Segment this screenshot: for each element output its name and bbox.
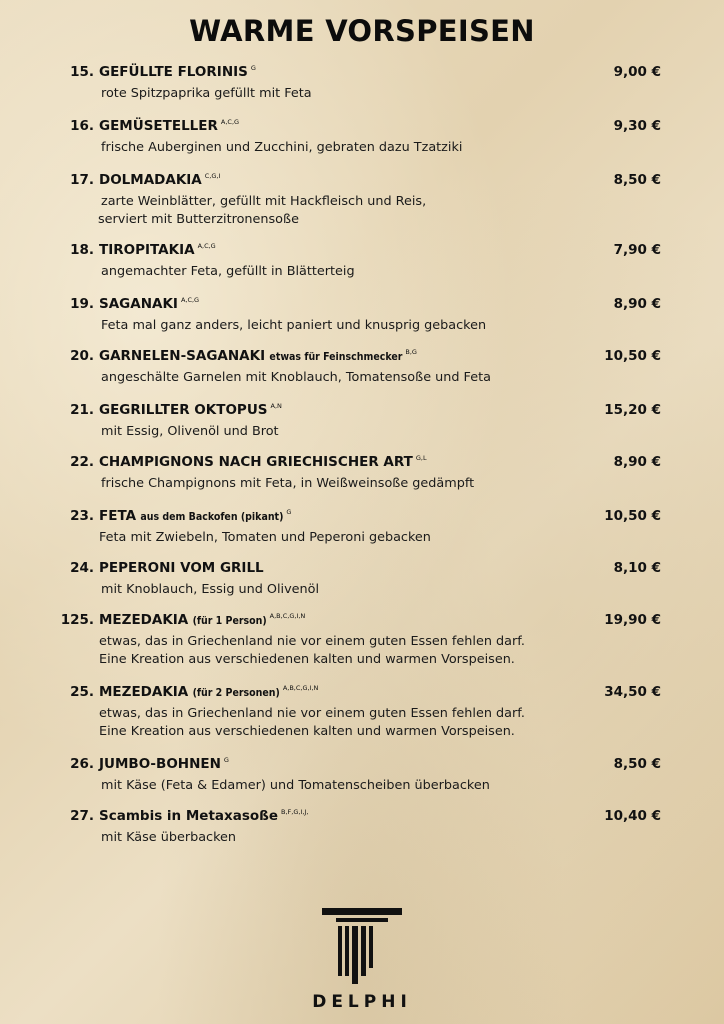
item-name: MEZEDAKIA xyxy=(99,684,189,700)
item-description xyxy=(101,369,491,387)
item-price: 8,50 € xyxy=(613,172,661,188)
description-line: Feta mit Zwiebeln, Tomaten und Peperoni gebacken xyxy=(99,530,431,545)
item-number: 19. xyxy=(70,296,94,312)
item-name-line xyxy=(99,612,305,628)
logo-text: DELPHI xyxy=(312,992,412,1012)
item-name: GARNELEN-SAGANAKI xyxy=(99,348,266,364)
item-name: GEFÜLLTE FLORINIS xyxy=(99,64,248,80)
allergen-codes: B,F,G,I,J, xyxy=(281,808,309,816)
item-note: aus dem Backofen (pikant) xyxy=(140,511,284,523)
item-number: 21. xyxy=(70,402,94,418)
allergen-codes: A,B,C,G,I,N xyxy=(269,612,306,620)
item-number: 18. xyxy=(70,242,94,258)
item-price: 9,30 € xyxy=(613,118,661,134)
item-name-line xyxy=(99,402,282,418)
allergen-codes: G xyxy=(250,64,256,72)
item-number: 20. xyxy=(70,348,94,364)
allergen-codes: G xyxy=(223,756,229,764)
item-name: GEGRILLTER OKTOPUS xyxy=(99,402,268,418)
description-line: Eine Kreation aus verschiedenen kalten und warmen Vorspeisen. xyxy=(99,652,515,667)
description-line: frische Auberginen und Zucchini, gebraten dazu Tzatziki xyxy=(101,140,463,155)
item-name-line xyxy=(99,348,417,364)
item-number: 17. xyxy=(70,172,94,188)
item-name: TIROPITAKIA xyxy=(99,242,195,258)
item-name: CHAMPIGNONS NACH GRIECHISCHER ART xyxy=(99,454,413,470)
item-name: MEZEDAKIA xyxy=(99,612,189,628)
item-name: DOLMADAKIA xyxy=(99,172,202,188)
item-name-line xyxy=(99,454,427,470)
item-price: 34,50 € xyxy=(604,684,661,700)
item-description xyxy=(99,633,525,669)
item-description xyxy=(101,829,236,847)
item-name-line xyxy=(99,684,318,700)
description-line: mit Käse (Feta & Edamer) und Tomatenscheiben überbacken xyxy=(101,778,490,793)
item-price: 10,50 € xyxy=(604,508,661,524)
item-description xyxy=(101,423,279,441)
item-name: JUMBO-BOHNEN xyxy=(99,756,221,772)
item-description xyxy=(101,475,474,493)
item-price: 19,90 € xyxy=(604,612,661,628)
item-name-line xyxy=(99,296,199,312)
item-description xyxy=(99,529,431,547)
item-price: 7,90 € xyxy=(613,242,661,258)
item-description xyxy=(101,317,486,335)
description-line: serviert mit Butterzitronensoße xyxy=(98,212,299,227)
description-line: mit Essig, Olivenöl und Brot xyxy=(101,424,279,439)
item-description xyxy=(98,193,427,229)
item-name: PEPERONI VOM GRILL xyxy=(99,560,264,576)
item-price: 15,20 € xyxy=(604,402,661,418)
description-line: frische Champignons mit Feta, in Weißweinsoße gedämpft xyxy=(101,476,475,491)
allergen-codes: G,L xyxy=(415,454,427,462)
item-price: 8,50 € xyxy=(613,756,661,772)
item-number: 23. xyxy=(70,508,94,524)
item-name: Scambis in Metaxasoße xyxy=(99,808,279,824)
item-name: FETA xyxy=(99,508,137,524)
item-name-line xyxy=(99,560,264,576)
item-name-line xyxy=(99,172,220,188)
item-number: 27. xyxy=(70,808,94,824)
description-line: zarte Weinblätter, gefüllt mit Hackfleisch und Reis, xyxy=(101,194,427,209)
item-description xyxy=(101,85,312,103)
description-line: angemachter Feta, gefüllt in Blätterteig xyxy=(101,264,355,279)
allergen-codes: A,C,G xyxy=(220,118,240,126)
item-price: 9,00 € xyxy=(613,64,661,80)
item-number: 22. xyxy=(70,454,94,470)
allergen-codes: G xyxy=(286,508,292,516)
item-name-line xyxy=(99,508,291,524)
item-price: 10,50 € xyxy=(604,348,661,364)
item-description xyxy=(101,263,355,281)
item-number: 26. xyxy=(70,756,94,772)
item-number: 25. xyxy=(70,684,94,700)
allergen-codes: A,N xyxy=(270,402,282,410)
description-line: Eine Kreation aus verschiedenen kalten und warmen Vorspeisen. xyxy=(99,724,515,739)
item-price: 8,10 € xyxy=(613,560,661,576)
item-price: 8,90 € xyxy=(613,296,661,312)
allergen-codes: C,G,I xyxy=(204,172,221,180)
item-price: 10,40 € xyxy=(604,808,661,824)
item-description xyxy=(101,777,490,795)
item-description xyxy=(99,705,525,741)
allergen-codes: A,C,G xyxy=(197,242,216,250)
allergen-codes: A,B,C,G,I,N xyxy=(282,684,319,692)
allergen-codes: B,G xyxy=(405,348,417,356)
description-line: mit Käse überbacken xyxy=(101,830,237,845)
item-number: 16. xyxy=(70,118,94,134)
item-price: 8,90 € xyxy=(613,454,661,470)
item-number: 24. xyxy=(70,560,94,576)
item-number: 125. xyxy=(60,612,94,628)
item-name-line xyxy=(99,808,308,824)
description-line: Feta mal ganz anders, leicht paniert und knusprig gebacken xyxy=(101,318,487,333)
item-name-line xyxy=(99,242,216,258)
description-line: etwas, das in Griechenland nie vor einem guten Essen fehlen darf. xyxy=(99,634,525,649)
item-name-line xyxy=(99,118,239,134)
allergen-codes: A,C,G xyxy=(180,296,200,304)
item-name: SAGANAKI xyxy=(99,296,178,312)
description-line: etwas, das in Griechenland nie vor einem guten Essen fehlen darf. xyxy=(99,706,525,721)
item-note: (für 1 Person) xyxy=(192,615,267,627)
item-number: 15. xyxy=(70,64,94,80)
item-name: GEMÜSETELLER xyxy=(99,118,218,134)
page-title: WARME VORSPEISEN xyxy=(189,14,535,48)
item-note: (für 2 Personen) xyxy=(192,687,280,699)
item-name-line xyxy=(99,64,256,80)
description-line: mit Knoblauch, Essig und Olivenöl xyxy=(101,582,320,597)
item-name-line xyxy=(99,756,229,772)
item-note: etwas für Feinschmecker xyxy=(269,351,403,363)
item-description xyxy=(101,139,462,157)
item-description xyxy=(101,581,319,599)
description-line: angeschälte Garnelen mit Knoblauch, Tomatensoße und Feta xyxy=(101,370,491,385)
description-line: rote Spitzpaprika gefüllt mit Feta xyxy=(101,86,312,101)
